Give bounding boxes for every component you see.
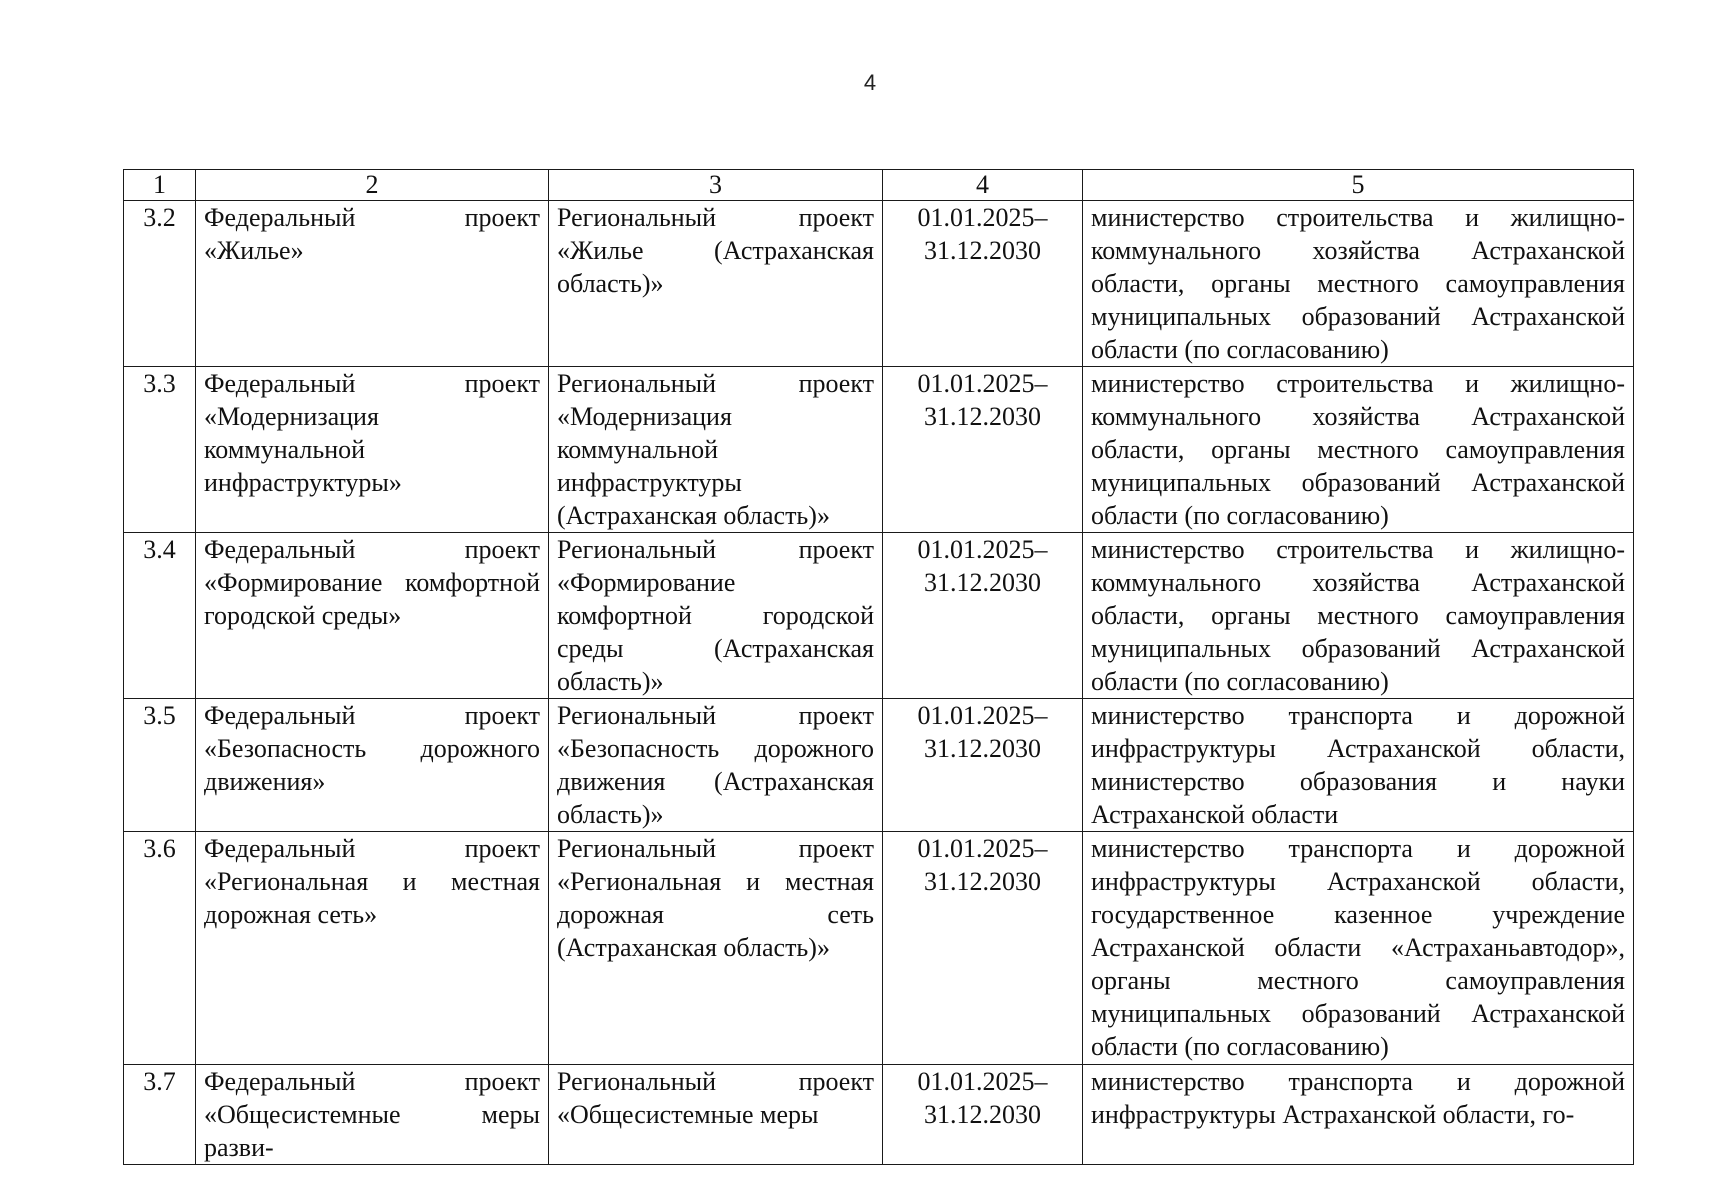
federal-project: Федеральный проект «Жилье»	[196, 201, 549, 367]
responsible: министерство строительства и жилищно-коммунального хозяйства Астраханской области, органы местного самоуправления муниципальных образований Астраханской области (по согласованию)	[1083, 533, 1634, 699]
period-start: 01.01.2025–	[917, 203, 1048, 232]
responsible: министерство строительства и жилищно-коммунального хозяйства Астраханской области, органы местного самоуправления муниципальных образований Астраханской области (по согласованию)	[1083, 201, 1634, 367]
page-number: 4	[863, 70, 877, 95]
projects-table	[123, 169, 1634, 1165]
period	[883, 1065, 1083, 1165]
period-start: 01.01.2025–	[917, 834, 1048, 863]
table-row	[124, 832, 1634, 1065]
row-number: 3.6	[124, 832, 196, 1065]
header-col-5: 5	[1083, 170, 1634, 201]
row-number: 3.2	[124, 201, 196, 367]
period-end: 31.12.2030	[924, 236, 1041, 265]
responsible: министерство транспорта и дорожной инфраструктуры Астраханской области, министерство образования и науки Астраханской области	[1083, 699, 1634, 832]
responsible: министерство транспорта и дорожной инфраструктуры Астраханской области, государственное казенное учреждение Астраханской области «Астраханьавтодор», органы местного самоуправления муниципальных образований Астраханской области (по согласованию)	[1083, 832, 1634, 1065]
period-start: 01.01.2025–	[917, 1067, 1048, 1096]
period-end: 31.12.2030	[924, 867, 1041, 896]
row-number: 3.3	[124, 367, 196, 533]
period	[883, 832, 1083, 1065]
header-col-4: 4	[883, 170, 1083, 201]
period	[883, 201, 1083, 367]
responsible: министерство строительства и жилищно-коммунального хозяйства Астраханской области, органы местного самоуправления муниципальных образований Астраханской области (по согласованию)	[1083, 367, 1634, 533]
regional-project: Региональный проект «Формирование комфортной городской среды (Астраханская область)»	[549, 533, 883, 699]
regional-project: Региональный проект «Безопасность дорожного движения (Астраханская область)»	[549, 699, 883, 832]
period	[883, 533, 1083, 699]
regional-project: Региональный проект «Модернизация коммунальной инфраструктуры (Астраханская область)»	[549, 367, 883, 533]
table-row	[124, 1065, 1634, 1165]
table-row	[124, 533, 1634, 699]
period-end: 31.12.2030	[924, 402, 1041, 431]
period-start: 01.01.2025–	[917, 701, 1048, 730]
period	[883, 367, 1083, 533]
federal-project: Федеральный проект «Региональная и местная дорожная сеть»	[196, 832, 549, 1065]
header-col-3: 3	[549, 170, 883, 201]
row-number: 3.5	[124, 699, 196, 832]
table-header-row	[124, 170, 1634, 201]
period-end: 31.12.2030	[924, 568, 1041, 597]
federal-project: Федеральный проект «Формирование комфортной городской среды»	[196, 533, 549, 699]
row-number: 3.7	[124, 1065, 196, 1165]
federal-project: Федеральный проект «Модернизация коммунальной инфраструктуры»	[196, 367, 549, 533]
header-col-1: 1	[124, 170, 196, 201]
row-number: 3.4	[124, 533, 196, 699]
period-end: 31.12.2030	[924, 734, 1041, 763]
federal-project: Федеральный проект «Безопасность дорожного движения»	[196, 699, 549, 832]
table-row	[124, 201, 1634, 367]
period-start: 01.01.2025–	[917, 535, 1048, 564]
regional-project: Региональный проект «Общесистемные меры	[549, 1065, 883, 1165]
responsible: министерство транспорта и дорожной инфраструктуры Астраханской области, го-	[1083, 1065, 1634, 1165]
regional-project: Региональный проект «Жилье (Астраханская область)»	[549, 201, 883, 367]
header-col-2: 2	[196, 170, 549, 201]
period	[883, 699, 1083, 832]
table-row	[124, 699, 1634, 832]
table-row	[124, 367, 1634, 533]
period-start: 01.01.2025–	[917, 369, 1048, 398]
regional-project: Региональный проект «Региональная и местная дорожная сеть (Астраханская область)»	[549, 832, 883, 1065]
federal-project: Федеральный проект «Общесистемные меры разви-	[196, 1065, 549, 1165]
period-end: 31.12.2030	[924, 1100, 1041, 1129]
